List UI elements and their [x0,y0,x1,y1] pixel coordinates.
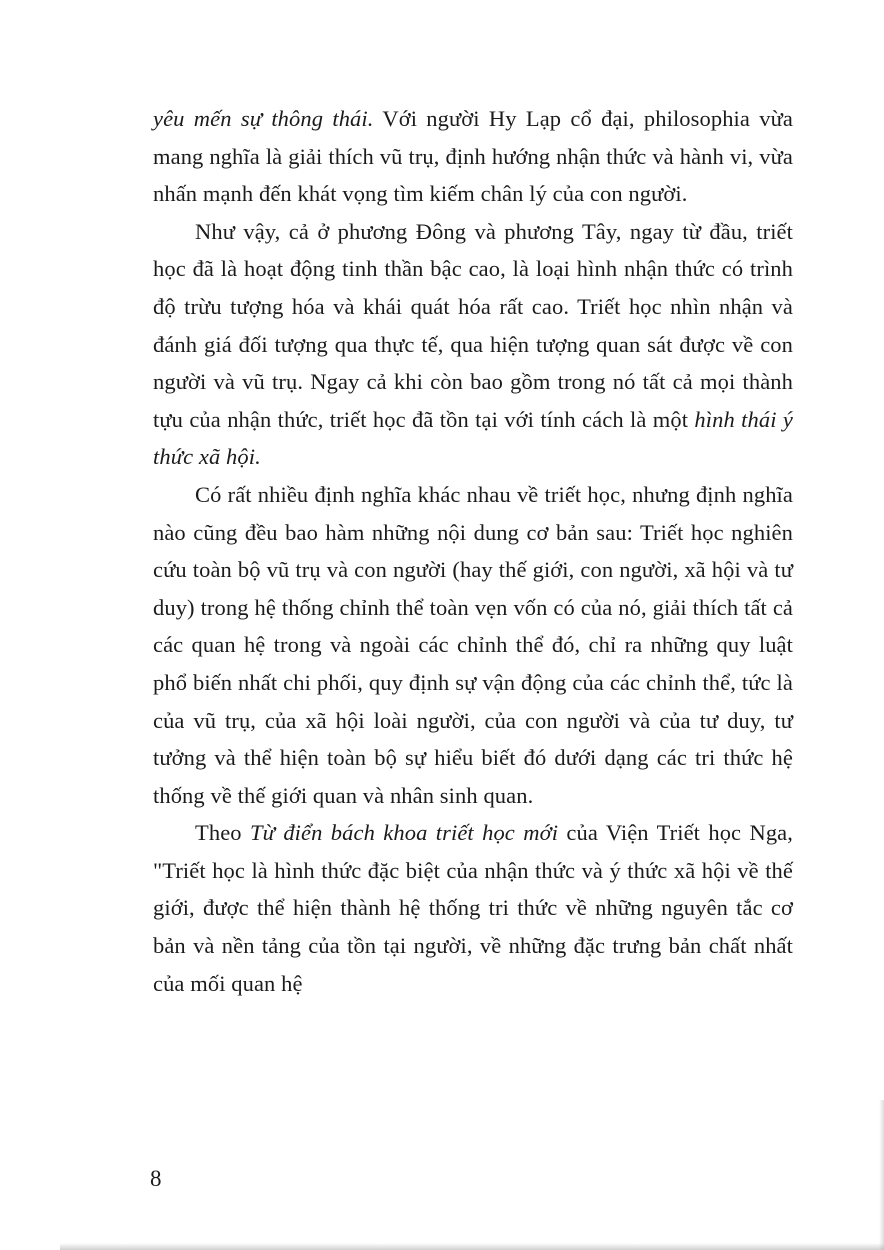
page-number: 8 [150,1166,162,1191]
italic-text-run: hình thái ý thức xã hội. [153,406,793,470]
paragraph [153,100,793,213]
scan-edge-right [879,1100,884,1250]
paragraph [153,814,793,1002]
text-run: Có rất nhiều định nghĩa khác nhau về triết học, nhưng định nghĩa nào cũng đều bao hàm những nội dung cơ bản sau: Triết học nghiên cứu toàn bộ vũ trụ và con người (hay thế giới, con người, xã hội và tư duy) trong hệ thống chỉnh thể toàn vẹn vốn có của nó, giải thích tất cả các quan hệ trong và ngoài các chỉnh thể đó, chỉ ra những quy luật phổ biến nhất chi phối, quy định sự vận động của các chỉnh thể, tức là của vũ trụ, của xã hội loài người, của con người và của tư duy, tư tưởng và thể hiện toàn bộ sự hiểu biết đó dưới dạng các tri thức hệ thống về thế giới quan và nhân sinh quan. [153,481,793,808]
scan-edge-bottom [60,1243,884,1250]
page-text [153,100,793,1002]
text-run: Với người Hy Lạp cổ đại, philosophia vừa mang nghĩa là giải thích vũ trụ, định hướng nhận thức và hành vi, vừa nhấn mạnh đến khát vọng tìm kiếm chân lý của con người. [153,106,793,207]
paragraph [153,213,793,476]
paragraph [153,476,793,814]
text-run: của Viện Triết học Nga, "Triết học là hình thức đặc biệt của nhận thức và ý thức xã hội về thế giới, được thể hiện thành hệ thống tri thức về những nguyên tắc cơ bản và nền tảng của tồn tại người, về những đặc trưng bản chất nhất của mối quan hệ [153,820,793,996]
italic-text-run: Từ điển bách khoa triết học mới [249,820,559,846]
text-run: Như vậy, cả ở phương Đông và phương Tây, ngay từ đầu, triết học đã là hoạt động tinh thần bậc cao, là loại hình nhận thức có trình độ trừu tượng hóa và khái quát hóa rất cao. Triết học nhìn nhận và đánh giá đối tượng qua thực tế, qua hiện tượng quan sát được về con người và vũ trụ. Ngay cả khi còn bao gồm trong nó tất cả mọi thành tựu của nhận thức, triết học đã tồn tại với tính cách là một [153,218,793,432]
italic-text-run: yêu mến sự thông thái. [153,106,374,131]
text-run: Theo [195,820,250,846]
